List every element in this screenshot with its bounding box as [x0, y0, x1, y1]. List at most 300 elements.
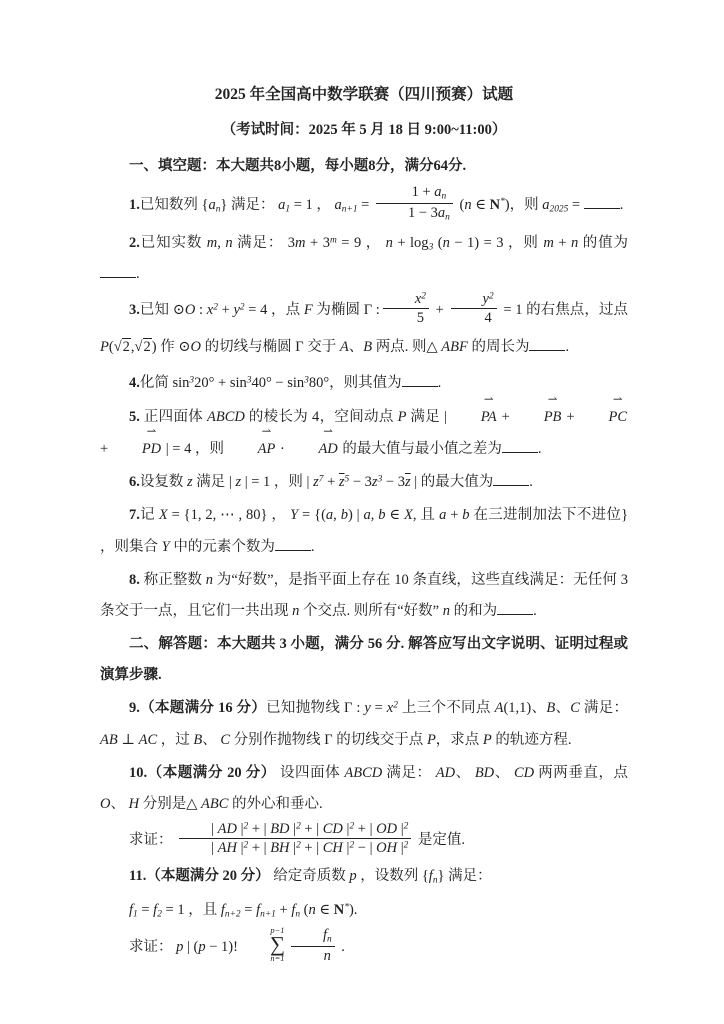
- math-var: ABCD: [344, 764, 383, 781]
- math-bold: 8.: [129, 571, 140, 588]
- math-var: CD: [513, 764, 535, 781]
- math-superscript: 2: [296, 821, 301, 832]
- math-subscript: n: [432, 875, 438, 886]
- math-superscript: 2: [243, 821, 249, 832]
- math-var: ABCD: [207, 408, 245, 425]
- math-text: 20° + sin: [194, 374, 247, 391]
- math-var: AD: [435, 764, 456, 781]
- math-text: ,: [130, 339, 135, 356]
- fraction-numerator: [383, 290, 429, 309]
- math-text: 5: [416, 310, 425, 327]
- math-var: f: [291, 901, 296, 918]
- math-var: ABF: [441, 339, 468, 356]
- math-text: ∈: [315, 901, 334, 918]
- math-var: BD: [474, 764, 495, 781]
- problem-11-claim: [100, 928, 628, 967]
- math-text: + |: [248, 821, 271, 838]
- answer-blank: [497, 599, 533, 615]
- math-var: f: [322, 926, 327, 943]
- math-text: |: [237, 840, 244, 857]
- math-text: )，则: [504, 196, 543, 213]
- math-var: n: [205, 571, 214, 588]
- math-text: .: [437, 374, 442, 391]
- math-conjugate: $\overline{z}$: [338, 474, 345, 491]
- math-text: .: [529, 474, 533, 491]
- math-text: 的和为: [450, 602, 498, 619]
- math-sqrt: [135, 338, 152, 355]
- math-text: +: [431, 302, 448, 319]
- math-sqrt: [114, 338, 131, 355]
- math-text: 记: [139, 507, 159, 524]
- math-var: PB: [543, 408, 562, 425]
- math-var: CD: [322, 821, 343, 838]
- fraction-numerator: [179, 820, 411, 839]
- math-var: AC: [138, 731, 158, 748]
- math-text: + 3: [305, 234, 330, 251]
- math-var: B: [193, 731, 203, 748]
- math-bold: 5.: [129, 408, 140, 425]
- math-var: z: [187, 474, 193, 491]
- answer-blank: [584, 193, 620, 209]
- math-var: a: [363, 507, 371, 524]
- math-text: , 且: [412, 507, 440, 524]
- answer-blank: [529, 336, 565, 352]
- math-var: z: [235, 474, 242, 491]
- math-vector: [515, 392, 562, 433]
- math-superscript: 5: [344, 474, 350, 485]
- math-text: =: [370, 700, 387, 717]
- math-text: +: [497, 408, 514, 425]
- math-text: 满足： 3: [232, 234, 296, 251]
- sqrt-argument: 2: [143, 339, 151, 356]
- math-text: .: [619, 196, 624, 213]
- math-subscript: n: [215, 203, 221, 214]
- math-text: = 9 ，: [336, 234, 386, 251]
- math-subscript: 2025: [549, 203, 569, 214]
- math-superscript: *: [344, 901, 349, 912]
- math-subscript: n+2: [224, 908, 241, 919]
- vector-arrow-icon: ⇀: [146, 424, 157, 438]
- math-text: :: [195, 302, 207, 319]
- math-var: AP: [257, 441, 276, 458]
- math-subscript: n: [441, 190, 447, 201]
- math-conjugate: $\overline{z}$: [404, 474, 411, 491]
- math-text: 的外心和垂心.: [228, 795, 323, 812]
- math-var: CH: [322, 840, 343, 857]
- math-var: OH: [376, 840, 398, 857]
- math-superscript: 2: [296, 840, 301, 851]
- math-text: = {(: [298, 507, 326, 524]
- math-bold: 10.（本题满分 20 分）: [129, 764, 276, 781]
- math-text: 、: [555, 700, 571, 717]
- math-subscript: n+1: [341, 203, 358, 214]
- math-var: OD: [376, 821, 398, 838]
- math-text: 的周长为: [467, 339, 530, 356]
- math-text: |: [397, 840, 404, 857]
- math-text: 的最大值与最小值之差为: [338, 441, 502, 458]
- math-text: 的棱长为 4，空间动点: [244, 408, 398, 425]
- math-text: + |: [248, 840, 271, 857]
- math-superscript: 2: [213, 302, 218, 313]
- math-text: 、: [348, 339, 364, 356]
- math-text: 个交点. 则所有“好数”: [299, 602, 443, 619]
- math-text: =: [240, 901, 257, 918]
- math-var: x: [386, 700, 394, 717]
- math-bold: 3.: [129, 302, 140, 319]
- math-var: C: [220, 731, 231, 748]
- problem-8: [100, 565, 628, 627]
- math-superscript: 2: [421, 291, 426, 302]
- math-var: X: [404, 507, 413, 524]
- math-text: = 1 ，且: [161, 901, 221, 918]
- math-text: |: [342, 821, 350, 838]
- math-bold: N: [333, 901, 345, 918]
- math-text: 已知数列 {: [139, 196, 209, 213]
- math-superscript: 2: [488, 291, 494, 302]
- math-text: 的轨迹方程.: [491, 731, 572, 748]
- exam-time: （考试时间：2025 年 5 月 18 日 9:00~11:00）: [221, 121, 507, 138]
- math-text: +: [323, 474, 339, 491]
- math-superscript: 2: [403, 821, 409, 832]
- math-text: 分别作抛物线 Γ 的切线交于点: [230, 731, 427, 748]
- math-var: b: [462, 507, 470, 524]
- math-subscript: 1: [285, 203, 291, 214]
- math-subscript: 1: [133, 908, 138, 919]
- math-var: a: [542, 196, 550, 213]
- math-text: +: [100, 441, 112, 458]
- fraction-denominator: [383, 309, 429, 327]
- math-var: a: [439, 507, 447, 524]
- math-text: |: [289, 821, 297, 838]
- fraction-denominator: [451, 309, 497, 327]
- math-var: m: [206, 234, 218, 251]
- math-text: |: [211, 840, 218, 857]
- math-var: f: [129, 901, 134, 918]
- math-var: P: [426, 731, 436, 748]
- math-bold: 7.: [129, 507, 140, 524]
- math-text: = 4 ，点: [244, 302, 304, 319]
- math-text: } 满足：: [220, 196, 279, 213]
- math-subscript: n: [326, 934, 332, 945]
- math-text: ∈: [385, 507, 405, 524]
- math-text: − 3: [382, 474, 405, 491]
- fraction-denominator: [376, 204, 453, 224]
- math-var: f: [153, 901, 158, 918]
- problem-3: [100, 292, 628, 366]
- math-text: 分别是△: [139, 795, 201, 812]
- math-var: PC: [608, 408, 628, 425]
- math-var: P: [397, 408, 407, 425]
- section-heading-solutions: 二、解答题：本大题共 3 小题，满分 56 分. 解答应写出文字说明、证明过程或演算步骤.: [100, 636, 628, 684]
- math-text: .: [565, 339, 570, 356]
- math-text: + |: [300, 821, 323, 838]
- math-text: 化简 sin: [139, 374, 190, 391]
- math-fraction: [383, 290, 429, 327]
- math-subscript: n+1: [260, 908, 276, 919]
- math-text: 的切线与椭圆 Γ 交于: [200, 339, 340, 356]
- answer-blank: [493, 471, 529, 487]
- math-superscript: m: [329, 235, 337, 246]
- math-var: y: [482, 291, 489, 308]
- math-text: ，求点: [435, 731, 483, 748]
- problem-1: [100, 185, 628, 226]
- math-var: Y: [161, 538, 170, 555]
- math-superscript: 3: [189, 375, 195, 386]
- math-summation: [241, 927, 285, 964]
- math-text: (1,1)、: [503, 700, 547, 717]
- sqrt-icon: √: [134, 339, 143, 356]
- math-var: m: [543, 234, 554, 251]
- math-text: | = 4 ，则: [162, 441, 228, 458]
- math-var: AB: [100, 731, 118, 748]
- math-vector: [579, 392, 628, 433]
- math-text: ,: [217, 234, 226, 251]
- math-text: + |: [354, 821, 377, 838]
- math-text: = 1 的右焦点，过点: [499, 302, 628, 319]
- math-var: f: [256, 901, 261, 918]
- math-text: 两两垂直，点: [534, 764, 628, 781]
- math-text: ,: [370, 507, 379, 524]
- math-vector: [289, 424, 338, 465]
- math-var: p: [349, 868, 357, 885]
- math-text: .: [310, 538, 315, 555]
- math-var: y: [364, 700, 371, 717]
- math-subscript: n: [295, 908, 301, 919]
- section-heading-fill-in: 一、填空题：本大题共8小题，每小题8分，满分64分.: [129, 158, 467, 175]
- math-text: + log: [392, 234, 429, 251]
- problem-2: [100, 228, 628, 290]
- math-text: ⊥: [117, 731, 139, 748]
- math-vector: [452, 392, 497, 433]
- math-text: ,: [333, 507, 341, 524]
- math-text: 满足：: [382, 764, 436, 781]
- math-var: n: [442, 602, 450, 619]
- math-text: − 3: [349, 474, 372, 491]
- math-var: H: [128, 795, 140, 812]
- math-text: (: [455, 196, 465, 213]
- math-var: AD: [318, 441, 338, 458]
- math-var: m: [295, 234, 306, 251]
- math-text: 、: [110, 795, 129, 812]
- math-bold: N: [489, 196, 501, 213]
- math-var: n: [442, 234, 450, 251]
- problem-11-formula: [100, 895, 628, 926]
- math-text: 1 − 3: [407, 204, 438, 221]
- math-var: Y: [290, 507, 299, 524]
- math-var: B: [546, 700, 556, 717]
- math-text: ) 作 ⊙: [151, 339, 191, 356]
- math-var: BD: [270, 821, 290, 838]
- math-text: − 1) = 3 ，则: [449, 234, 544, 251]
- math-var: n: [571, 234, 579, 251]
- math-superscript: *: [500, 196, 505, 207]
- math-text: 求证：: [129, 938, 177, 955]
- math-text: = 1 ，: [290, 196, 335, 213]
- math-var: n: [225, 234, 233, 251]
- math-var: O: [184, 302, 196, 319]
- math-var: a: [437, 204, 446, 221]
- math-text: |: [289, 840, 297, 857]
- math-text: +: [217, 302, 234, 319]
- math-fraction: [451, 290, 497, 327]
- math-text: 、: [455, 764, 475, 781]
- answer-blank: [100, 263, 136, 279]
- math-text: | = 1 ，则 |: [241, 474, 314, 491]
- math-subscript: 2: [157, 908, 162, 919]
- math-var: z: [371, 474, 378, 491]
- math-fraction: [376, 183, 453, 224]
- math-vector: [229, 424, 276, 465]
- math-var: PA: [480, 408, 497, 425]
- math-text: ∈: [471, 196, 490, 213]
- math-var: p: [176, 938, 184, 955]
- math-var: a: [334, 196, 342, 213]
- math-text: ，设数列 {: [356, 868, 429, 885]
- math-var: P: [100, 339, 109, 356]
- math-text: +: [275, 901, 292, 918]
- fraction-denominator: [179, 839, 411, 857]
- math-text: 、: [202, 731, 221, 748]
- math-text: 为“好数”，是指平面上存在 10 条直线，这些直线满足：无任何 3 条交于一点，且它们一共出现: [100, 571, 629, 619]
- math-var: p: [198, 938, 206, 955]
- problem-5: [100, 392, 628, 465]
- math-var: a: [278, 196, 286, 213]
- math-bold: 6.: [129, 474, 140, 491]
- math-text: 是定值.: [414, 832, 466, 849]
- math-var: A: [339, 339, 349, 356]
- fraction-numerator: [451, 290, 497, 309]
- math-text: |: [397, 821, 404, 838]
- math-var: O: [100, 795, 111, 812]
- math-vector: [113, 424, 162, 465]
- math-text: } 满足：: [437, 868, 492, 885]
- answer-blank: [402, 371, 438, 387]
- math-text: 满足 |: [406, 408, 451, 425]
- math-text: |: [237, 821, 244, 838]
- sigma-icon: ∑: [269, 932, 285, 957]
- problem-6: [100, 467, 628, 498]
- math-text: +: [446, 507, 463, 524]
- math-var: n: [292, 602, 300, 619]
- vector-arrow-icon: ⇀: [261, 424, 272, 438]
- math-superscript: 2: [349, 821, 355, 832]
- math-text: 正四面体: [139, 408, 208, 425]
- math-var: z: [313, 474, 319, 491]
- fraction-numerator: [376, 183, 453, 204]
- math-var: n: [323, 947, 331, 964]
- math-var: a: [325, 507, 334, 524]
- math-var: x: [414, 291, 422, 308]
- math-text: (: [433, 234, 443, 251]
- math-text: 80°，则其值为: [308, 374, 402, 391]
- problem-11: [100, 861, 628, 892]
- math-text: 已知 ⊙: [139, 302, 185, 319]
- math-var: n: [308, 901, 316, 918]
- math-text: (: [108, 339, 114, 356]
- math-bold: 4.: [129, 374, 140, 391]
- math-text: ·: [276, 441, 289, 458]
- math-text: 的值为: [578, 234, 629, 251]
- sqrt-argument: 2: [122, 339, 130, 356]
- math-var: b: [340, 507, 348, 524]
- math-subscript: 3: [428, 242, 434, 253]
- math-text: .: [533, 602, 537, 619]
- math-var: B: [363, 339, 373, 356]
- vector-arrow-icon: ⇀: [612, 392, 623, 406]
- math-text: =: [137, 901, 154, 918]
- math-text: 在三进制加法下不进位} ，则集合: [100, 507, 629, 555]
- answer-blank: [275, 535, 311, 551]
- math-superscript: 2: [403, 840, 409, 851]
- math-bold: 2.: [129, 234, 140, 251]
- math-var: ABC: [201, 795, 229, 812]
- math-var: f: [220, 901, 225, 918]
- math-text: 给定奇质数: [269, 868, 350, 885]
- math-text: | (: [183, 938, 199, 955]
- math-superscript: 3: [246, 375, 252, 386]
- math-var: X: [158, 507, 168, 524]
- math-superscript: 3: [304, 375, 309, 386]
- math-text: .: [136, 266, 140, 282]
- math-text: | 的最大值为: [410, 474, 494, 491]
- math-text: +: [562, 408, 579, 425]
- math-text: 称正整数: [139, 571, 206, 588]
- math-bold: 11.（本题满分 20 分）: [129, 868, 270, 885]
- math-text: |: [211, 821, 218, 838]
- math-text: =: [568, 196, 584, 213]
- answer-blank: [502, 438, 538, 454]
- math-var: AD: [217, 821, 237, 838]
- vector-arrow-icon: ⇀: [323, 424, 333, 438]
- math-var: C: [570, 700, 580, 717]
- math-var: y: [233, 302, 240, 319]
- math-var: f: [428, 868, 433, 885]
- fraction-numerator: [291, 926, 335, 947]
- math-text: .: [537, 441, 542, 458]
- math-text: 1 +: [411, 183, 435, 200]
- math-text: 设复数: [139, 474, 187, 491]
- sqrt-icon: √: [113, 339, 122, 356]
- math-text: (: [300, 901, 309, 918]
- math-superscript: 7: [318, 474, 324, 485]
- math-text: 设四面体: [275, 764, 345, 781]
- math-text: − |: [354, 840, 377, 857]
- math-text: ，过: [157, 731, 194, 748]
- math-var: P: [482, 731, 492, 748]
- problem-10-formula: [100, 822, 628, 859]
- math-text: − 1)!: [205, 938, 238, 955]
- problem-9: [100, 693, 628, 755]
- math-superscript: 2: [243, 840, 249, 851]
- math-text: 4: [484, 310, 492, 327]
- fraction-denominator: [291, 947, 335, 965]
- math-var: x: [206, 302, 214, 319]
- math-subscript: n: [445, 212, 450, 223]
- math-var: F: [303, 302, 313, 319]
- math-var: n: [464, 196, 472, 213]
- math-text: = {1, 2, ⋯ , 80} ，: [167, 507, 291, 524]
- math-var: O: [190, 339, 201, 356]
- math-text: 、: [494, 764, 514, 781]
- sum-lower-limit: n=1: [270, 954, 285, 964]
- math-bold: 1.: [129, 196, 140, 213]
- math-text: +: [553, 234, 571, 251]
- vector-arrow-icon: ⇀: [547, 392, 558, 406]
- math-bold: 9.（本题满分 16 分）: [129, 700, 267, 717]
- math-text: 满足：: [579, 700, 628, 717]
- math-text: 两点. 则△: [372, 339, 442, 356]
- math-fraction: [179, 820, 411, 857]
